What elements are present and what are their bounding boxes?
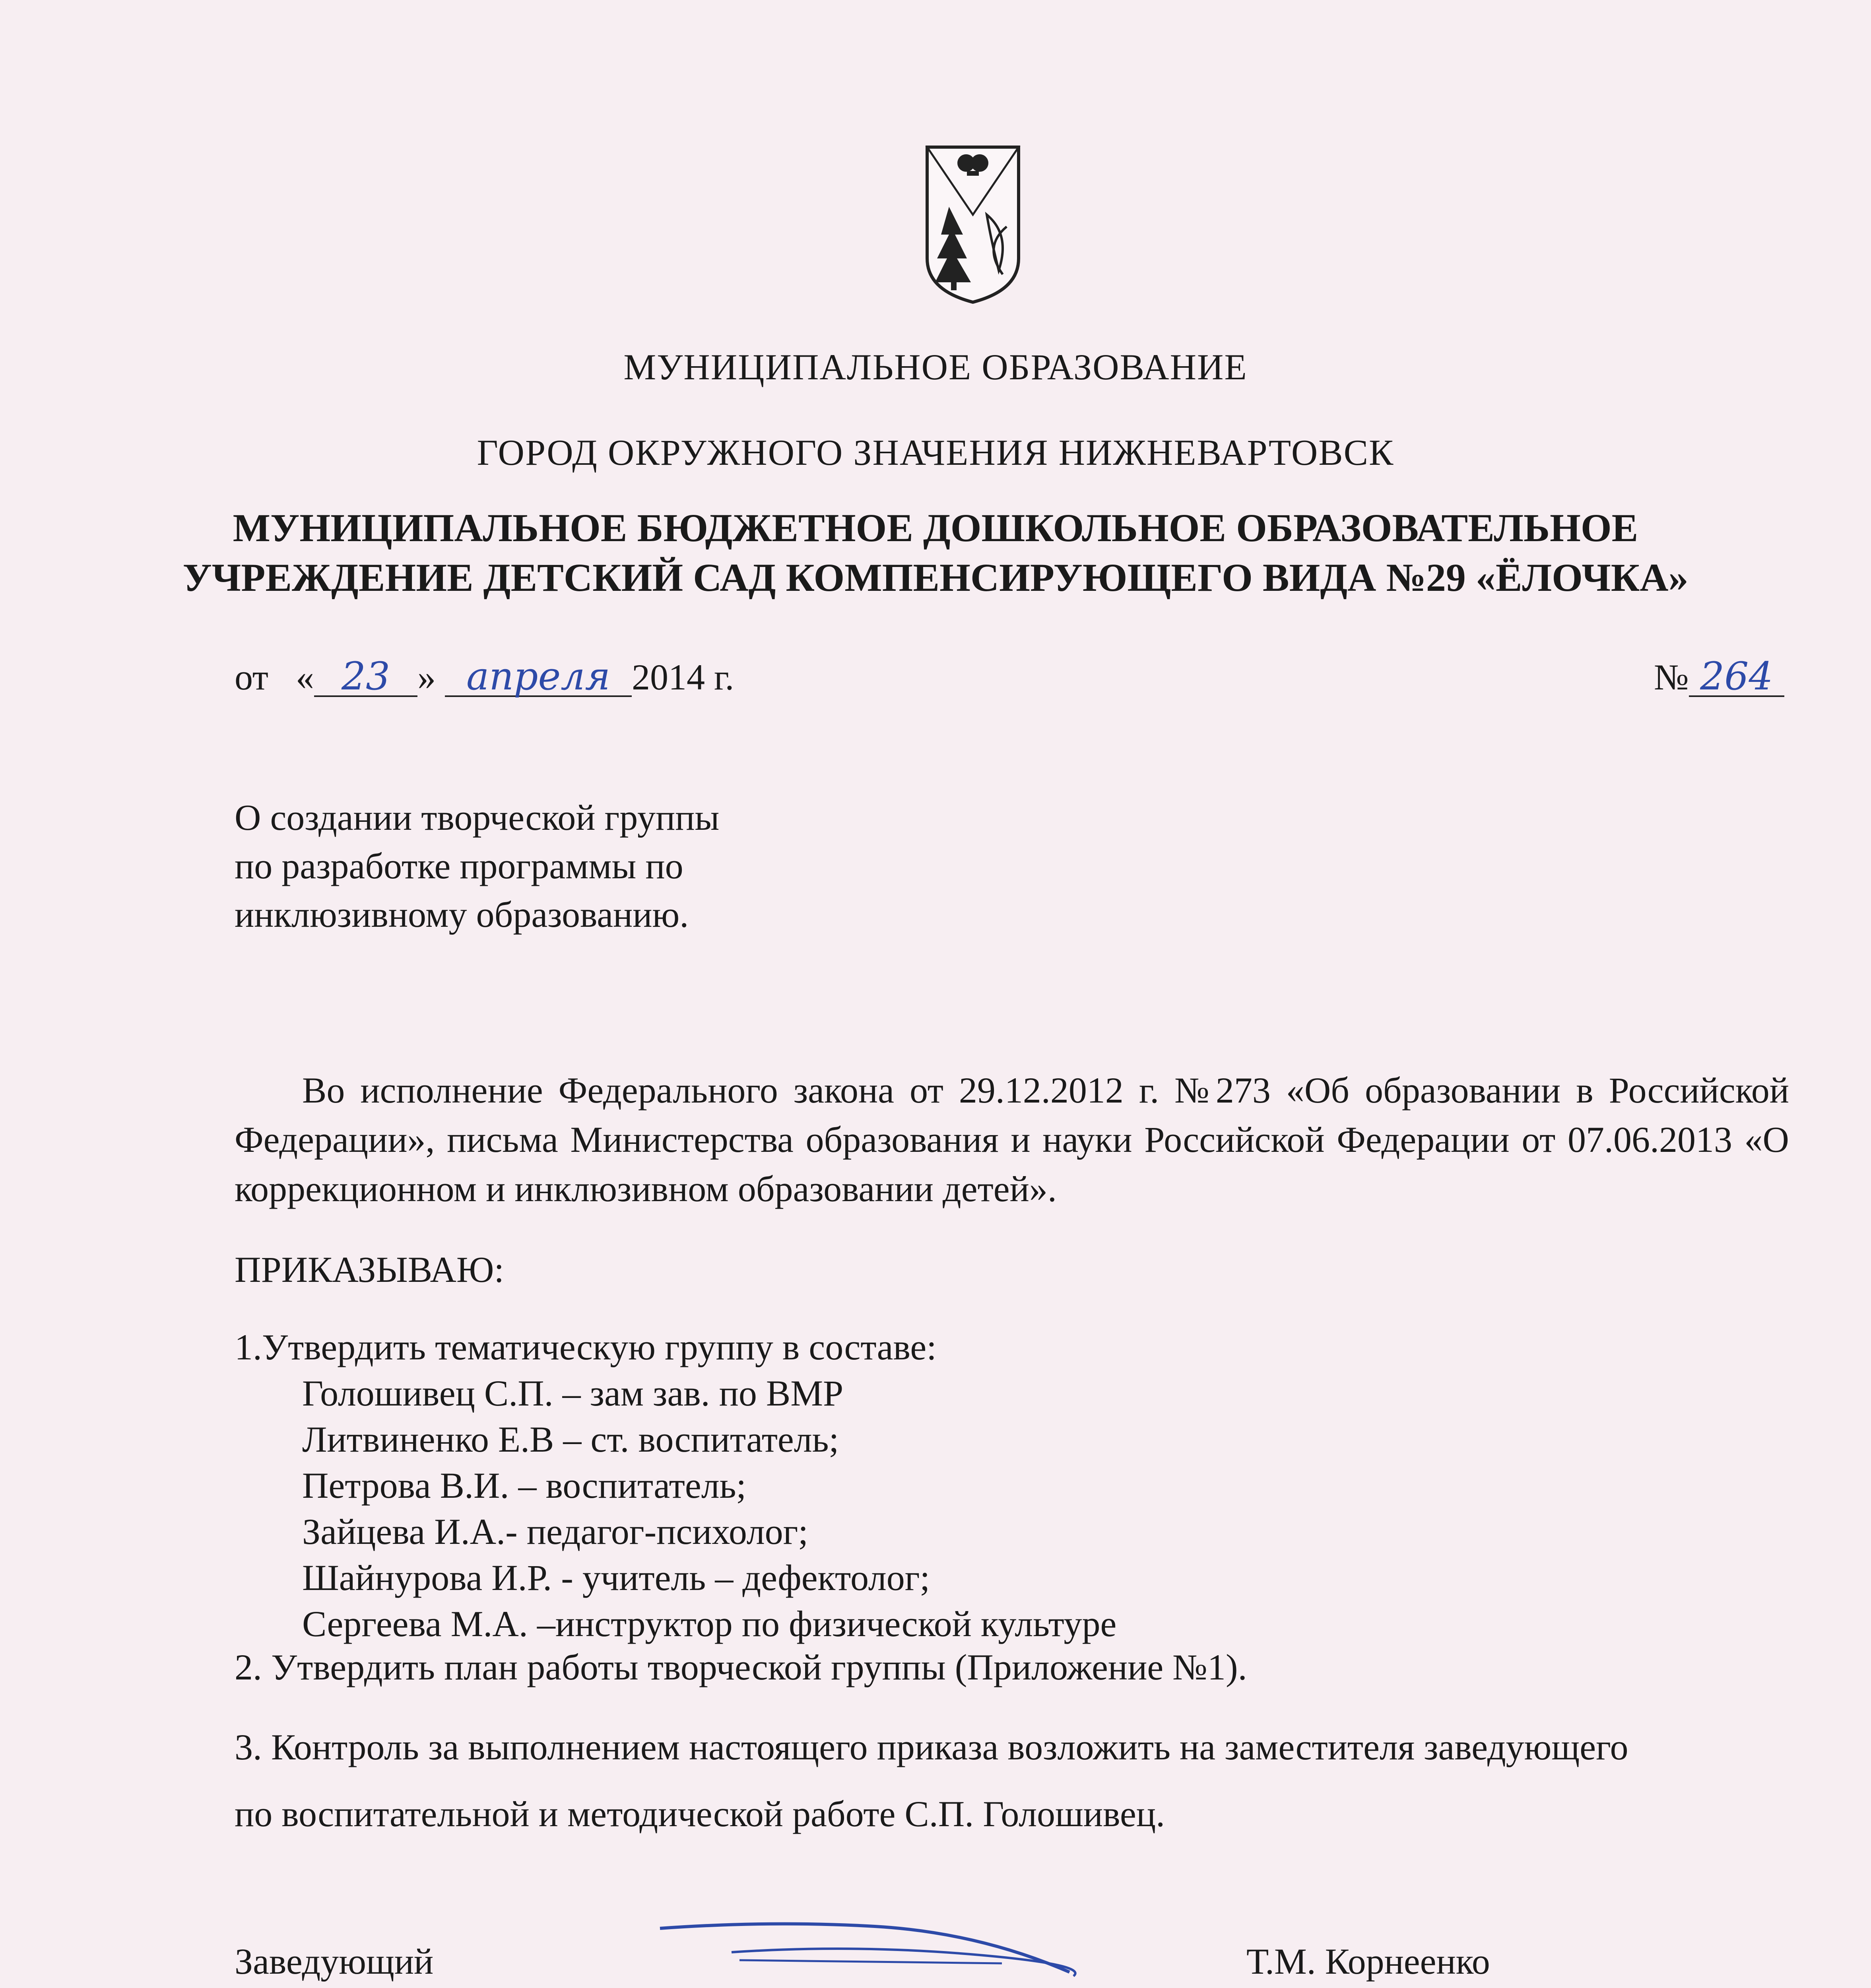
head-position: Заведующий — [235, 1941, 434, 1982]
institution-name-line1: МУНИЦИПАЛЬНОЕ БЮДЖЕТНОЕ ДОШКОЛЬНОЕ ОБРАЗОВАТЕЛЬНОЕ — [233, 506, 1638, 550]
preamble-paragraph — [235, 1066, 1789, 1213]
date-day: 23 — [314, 657, 417, 697]
member-item: Голошивец С.П. – зам зав. по ВМР — [302, 1373, 844, 1413]
order-subject — [235, 793, 719, 939]
member-item: Шайнурова И.Р. - учитель – дефектолог; — [302, 1557, 930, 1598]
order-date — [235, 656, 734, 698]
municipality-heading: МУНИЦИПАЛЬНОЕ ОБРАЗОВАНИЕ — [623, 347, 1248, 387]
date-quote-open: « — [296, 657, 314, 697]
subject-line: инклюзивному образованию. — [235, 894, 689, 935]
city-heading: ГОРОД ОКРУЖНОГО ЗНАЧЕНИЯ НИЖНЕВАРТОВСК — [477, 432, 1394, 473]
item-3 — [235, 1714, 1789, 1847]
member-item: Сергеева М.А. –инструктор по физической культуре — [302, 1604, 1117, 1644]
order-number — [1654, 656, 1784, 698]
member-item: Литвиненко Е.В – ст. воспитатель; — [302, 1419, 839, 1460]
number-prefix: № — [1654, 657, 1689, 697]
date-month: апреля — [445, 657, 632, 697]
number-value: 264 — [1689, 657, 1784, 697]
subject-line: О создании творческой группы — [235, 797, 720, 838]
date-year: 2014 г. — [632, 657, 734, 697]
item-1: 1.Утвердить тематическую группу в составе: — [235, 1327, 937, 1367]
item-3-line: 3. Контроль за выполнением настоящего приказа возложить на заместителя заведующего — [235, 1727, 1628, 1767]
head-name: Т.М. Корнеенко — [1246, 1941, 1490, 1982]
member-list — [302, 1370, 1116, 1647]
head-signature — [652, 1916, 1089, 1988]
coat-of-arms-icon — [919, 139, 1027, 306]
item-3-line: по воспитательной и методической работе С.П. Голошивец. — [235, 1794, 1165, 1834]
date-quote-close: » — [417, 657, 436, 697]
date-prefix: от — [235, 657, 268, 697]
item-2: 2. Утвердить план работы творческой группы (Приложение №1). — [235, 1647, 1247, 1687]
preamble-text: Во исполнение Федерального закона от 29.12.2012 г. №273 «Об образовании в Российской Федерации», письма Министерства образования и науки Российской Федерации от 07.06.2013 «О коррекционном и инклюзивном образовании детей». — [235, 1070, 1789, 1209]
order-word: ПРИКАЗЫВАЮ: — [235, 1249, 505, 1290]
member-item: Петрова В.И. – воспитатель; — [302, 1465, 747, 1506]
subject-line: по разработке программы по — [235, 846, 683, 886]
member-item: Зайцева И.А.- педагог-психолог; — [302, 1511, 808, 1552]
institution-name-line2: УЧРЕЖДЕНИЕ ДЕТСКИЙ САД КОМПЕНСИРУЮЩЕГО ВИДА №29 «ЁЛОЧКА» — [182, 555, 1689, 600]
